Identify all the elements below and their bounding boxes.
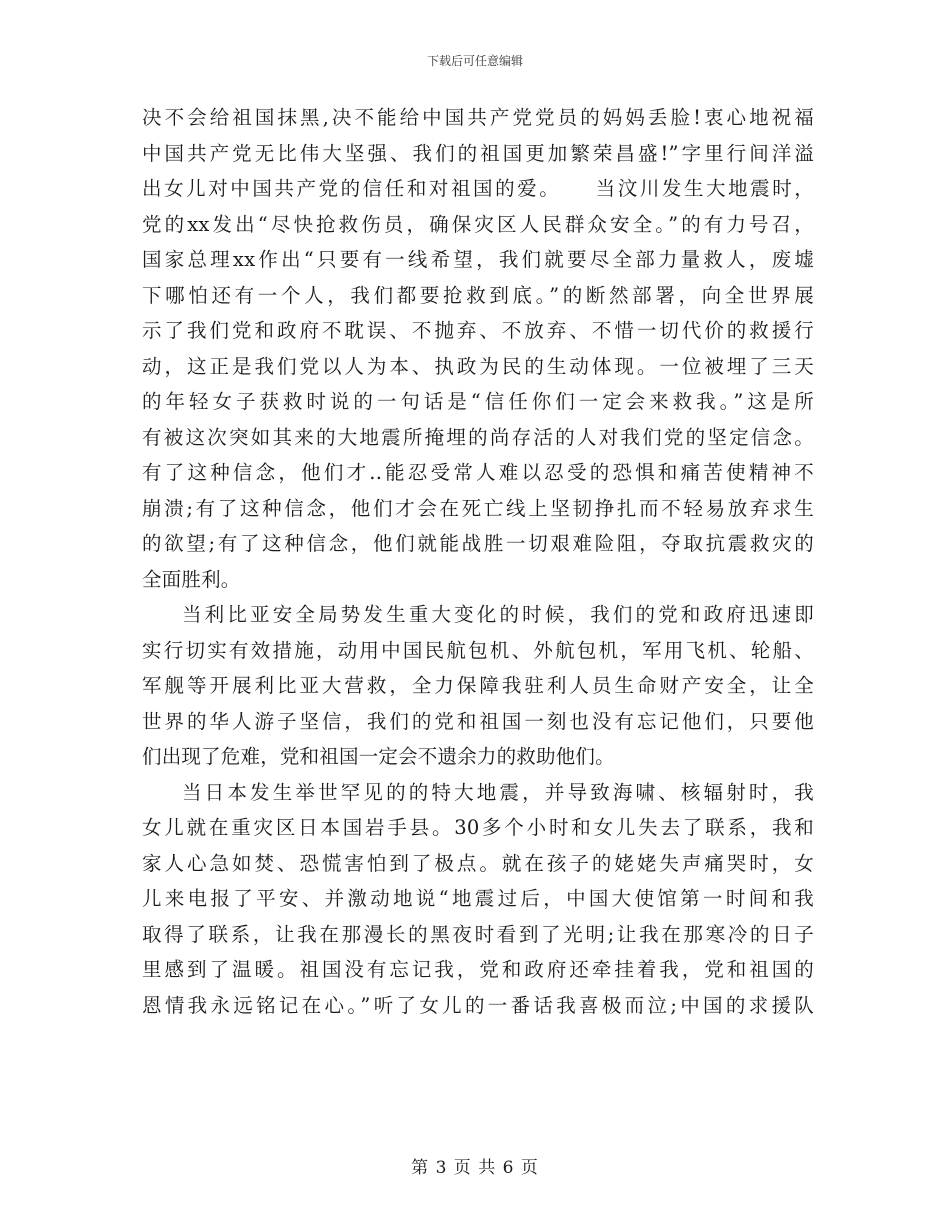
text-line: 女儿就在重灾区日本国岩手县。30多个小时和女儿失去了联系，我和	[142, 816, 814, 839]
text-line: 出女儿对中国共产党的信任和对祖国的爱。 当汶川发生大地震时，	[142, 177, 814, 200]
page-number: 第 3 页 共 6 页	[411, 1158, 539, 1178]
document-body	[142, 100, 814, 1023]
text-line: 的年轻女子获救时说的一句话是“信任你们一定会来救我。”这是所	[142, 390, 814, 413]
text-line: 家人心急如焚、恐慌害怕到了极点。就在孩子的姥姥失声痛哭时，女	[142, 851, 814, 875]
text-line: 军舰等开展利比亚大营救，全力保障我驻利人员生命财产安全，让全	[142, 674, 814, 697]
text-line: 的欲望;有了这种信念，他们就能战胜一切艰难险阻，夺取抗震救灾的	[142, 532, 814, 555]
text-line: 有被这次突如其来的大地震所掩埋的尚存活的人对我们党的坚定信念。	[142, 425, 814, 449]
text-line: 里感到了温暖。祖国没有忘记我，党和政府还牵挂着我，党和祖国的	[142, 958, 814, 981]
text-line: 示了我们党和政府不耽误、不抛弃、不放弃、不惜一切代价的救援行	[142, 319, 814, 342]
text-line: 当日本发生举世罕见的的特大地震，并导致海啸、核辐射时，我	[182, 780, 814, 804]
page-header: 下载后可任意编辑	[426, 54, 523, 68]
text-line: 下哪怕还有一个人，我们都要抢救到底。”的断然部署，向全世界展	[142, 283, 814, 307]
text-line: 世界的华人游子坚信，我们的党和祖国一刻也没有忘记他们，只要他	[142, 709, 814, 733]
text-line: 儿来电报了平安、并激动地说“地震过后，中国大使馆第一时间和我	[142, 887, 814, 910]
text-line: 中国共产党无比伟大坚强、我们的祖国更加繁荣昌盛!”字里行间洋溢	[142, 141, 814, 165]
text-line: 动，这正是我们党以人为本、执政为民的生动体现。一位被埋了三天	[142, 354, 814, 378]
text-line: 全面胜利。	[142, 567, 241, 591]
text-line: 当利比亚安全局势发生重大变化的时候，我们的党和政府迅速即	[182, 603, 814, 626]
text-line: 崩溃;有了这种信念，他们才会在死亡线上坚韧挣扎而不轻易放弃求生	[142, 496, 814, 520]
text-line: 恩情我永远铭记在心。”听了女儿的一番话我喜极而泣;中国的求援队	[142, 993, 814, 1017]
text-line: 有了这种信念，他们才..能忍受常人难以忍受的恐惧和痛苦使精神不	[142, 461, 814, 484]
text-line: 决不会给祖国抹黑,决不能给中国共产党党员的妈妈丢脸!衷心地祝福	[142, 106, 814, 129]
text-line: 国家总理xx作出“只要有一线希望，我们就要尽全部力量救人，废墟	[142, 248, 814, 271]
text-line: 取得了联系，让我在那漫长的黑夜时看到了光明;让我在那寒冷的日子	[142, 922, 814, 946]
text-line: 实行切实有效措施，动用中国民航包机、外航包机，军用飞机、轮船、	[142, 638, 814, 662]
text-line: 们出现了危难，党和祖国一定会不遗余力的救助他们。	[142, 745, 615, 768]
text-line: 党的xx发出“尽快抢救伤员，确保灾区人民群众安全。”的有力号召，	[142, 212, 814, 236]
